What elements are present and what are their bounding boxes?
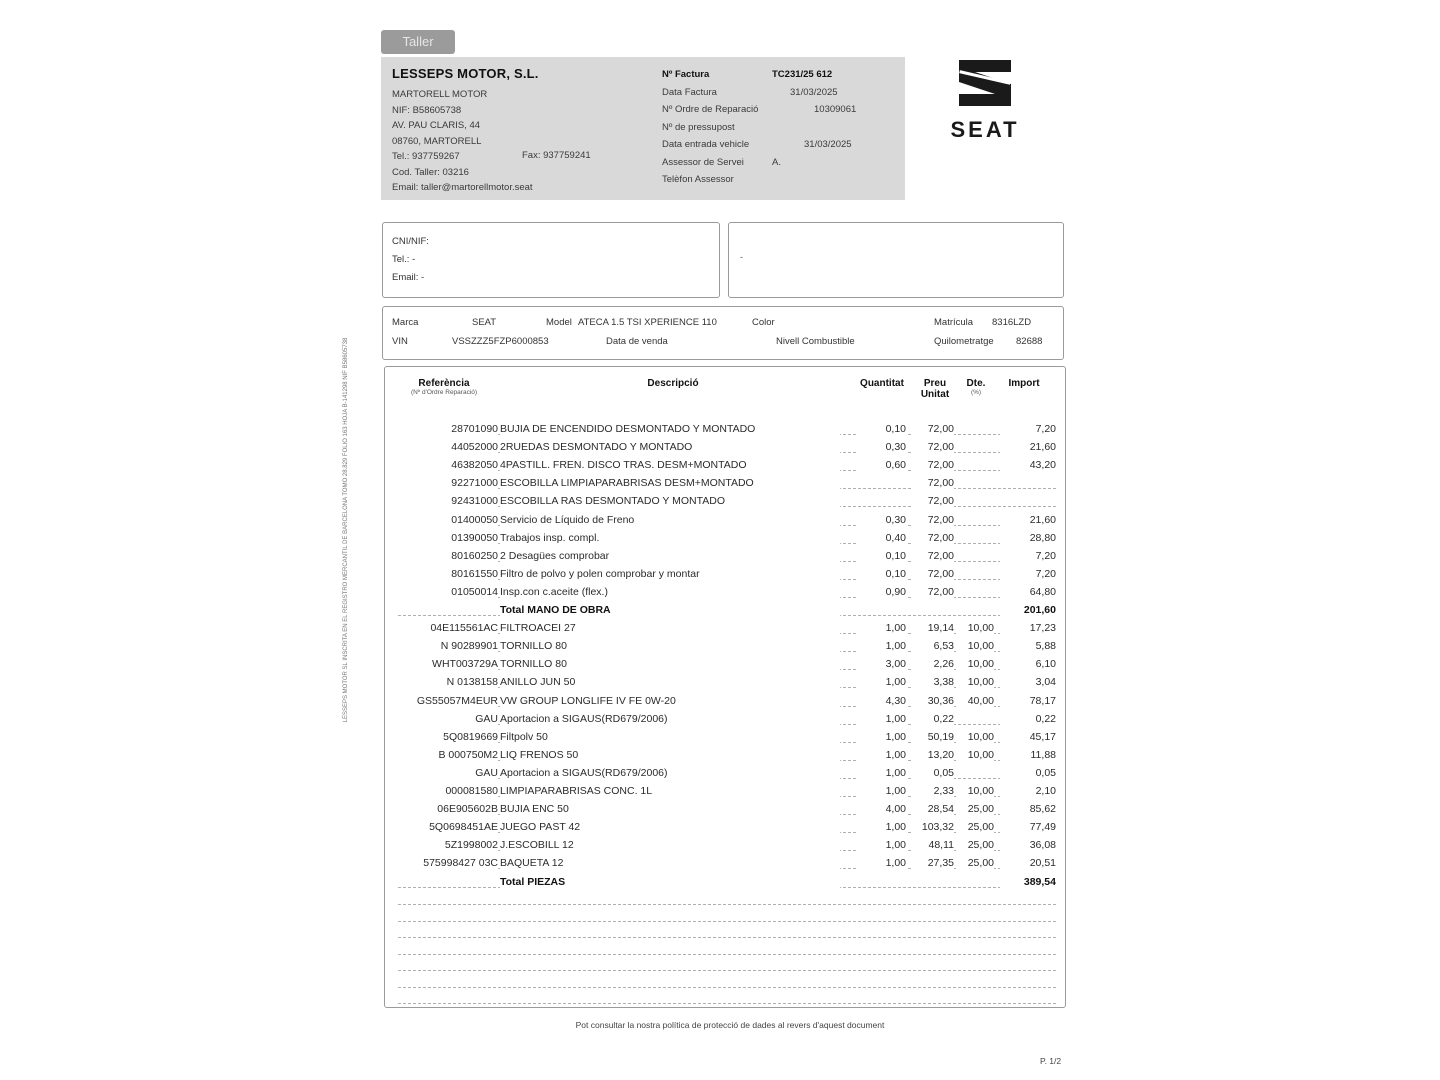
- table-row: [0, 511, 1440, 529]
- cell-reference: B 000750M2: [392, 746, 498, 764]
- cell-description: FILTROACEI 27: [500, 619, 840, 637]
- cell-amount: 77,49: [1000, 818, 1056, 836]
- client-address-box: [728, 222, 1064, 298]
- cell-amount: 43,20: [1000, 456, 1056, 474]
- total-amount: 389,54: [1000, 873, 1056, 891]
- cell-unit-price: 72,00: [912, 529, 954, 547]
- cell-unit-price: 72,00: [912, 438, 954, 456]
- cell-unit-price: 19,14: [912, 619, 954, 637]
- table-row: [0, 836, 1440, 854]
- cell-description: Trabajos insp. compl.: [500, 529, 840, 547]
- service-advisor: A.: [772, 156, 781, 168]
- cell-discount: 10,00: [958, 637, 994, 655]
- table-row: [0, 456, 1440, 474]
- empty-dotted-line: [398, 1003, 1056, 1004]
- cell-reference: 44052000: [392, 438, 498, 456]
- cell-description: TORNILLO 80: [500, 655, 840, 673]
- client-address-mark: -: [740, 252, 743, 262]
- cell-reference: 92271000: [392, 474, 498, 492]
- table-row: [0, 818, 1440, 836]
- vehicle-brand: SEAT: [472, 317, 497, 328]
- invoice-label: Data entrada vehicle: [662, 139, 750, 150]
- company-fax: Fax: 937759241: [522, 150, 591, 161]
- cell-quantity: 0,30: [858, 511, 906, 529]
- cell-quantity: 1,00: [858, 818, 906, 836]
- table-row: [0, 474, 1440, 492]
- cell-unit-price: 2,26: [912, 655, 954, 673]
- col-discount-label: Dte.: [966, 378, 986, 389]
- cell-description: ANILLO JUN 50: [500, 673, 840, 691]
- invoice-number: TC231/25 612: [772, 69, 833, 80]
- cell-discount: 40,00: [958, 692, 994, 710]
- cell-unit-price: 72,00: [912, 456, 954, 474]
- seat-logo: [930, 56, 1040, 143]
- cell-description: JUEGO PAST 42: [500, 818, 840, 836]
- table-row: [0, 547, 1440, 565]
- brand-name: SEAT: [950, 117, 1020, 142]
- table-row: [0, 438, 1440, 456]
- company-line: Email: taller@martorellmotor.seat: [392, 182, 533, 193]
- cell-description: 4PASTILL. FREN. DISCO TRAS. DESM+MONTADO: [500, 456, 840, 474]
- cell-amount: 11,88: [1000, 746, 1056, 764]
- cell-description: ESCOBILLA RAS DESMONTADO Y MONTADO: [500, 492, 840, 510]
- total-row: [0, 873, 1440, 891]
- cell-description: Servicio de Líquido de Freno: [500, 511, 840, 529]
- col-unit-price: Preu Unitat: [920, 378, 950, 400]
- cell-amount: 45,17: [1000, 728, 1056, 746]
- table-row: [0, 782, 1440, 800]
- cell-description: Filtpolv 50: [500, 728, 840, 746]
- cell-description: BAQUETA 12: [500, 854, 840, 872]
- company-line: MARTORELL MOTOR: [392, 89, 488, 100]
- table-row: [0, 854, 1440, 872]
- cell-amount: 17,23: [1000, 619, 1056, 637]
- cell-quantity: 1,00: [858, 710, 906, 728]
- cell-reference: GS55057M4EUR: [392, 692, 498, 710]
- cell-discount: 25,00: [958, 818, 994, 836]
- cell-discount: 10,00: [958, 782, 994, 800]
- cell-discount: 25,00: [958, 854, 994, 872]
- company-details: [392, 87, 533, 196]
- cell-discount: 10,00: [958, 746, 994, 764]
- registry-side-note: LESSEPS MOTOR SL INSCRITA EN EL REGISTRO MERCANTIL DE BARCELONA TOMO 28.829 FOLIO 163 HOJA B-141298 NIF B58605738: [343, 337, 349, 723]
- cell-amount: 21,60: [1000, 511, 1056, 529]
- cell-unit-price: 72,00: [912, 583, 954, 601]
- cell-quantity: 3,00: [858, 655, 906, 673]
- invoice-values: [772, 66, 856, 189]
- table-row: [0, 800, 1440, 818]
- cell-quantity: 0,10: [858, 565, 906, 583]
- cell-description: ESCOBILLA LIMPIAPARABRISAS DESM+MONTADO: [500, 474, 840, 492]
- cell-quantity: 0,10: [858, 420, 906, 438]
- vehicle-vin-label: VIN: [392, 336, 408, 347]
- cell-unit-price: 6,53: [912, 637, 954, 655]
- advisor-phone: [772, 171, 856, 189]
- cell-description: LIMPIAPARABRISAS CONC. 1L: [500, 782, 840, 800]
- total-row: [0, 601, 1440, 619]
- cell-quantity: 1,00: [858, 673, 906, 691]
- repair-order-number: 10309061: [814, 104, 857, 115]
- client-phone: Tel.: -: [392, 254, 416, 265]
- table-row: [0, 692, 1440, 710]
- vehicle-brand-label: Marca: [392, 317, 419, 328]
- cell-description: LIQ FRENOS 50: [500, 746, 840, 764]
- fuel-level-label: Nivell Combustible: [776, 336, 855, 347]
- cell-reference: 80161550: [392, 565, 498, 583]
- company-line: 08760, MARTORELL: [392, 135, 482, 147]
- cell-reference: 92431000: [392, 492, 498, 510]
- company-line: Tel.: 937759267: [392, 151, 460, 162]
- cell-amount: 7,20: [1000, 565, 1056, 583]
- vehicle-model-label: Model: [546, 317, 572, 328]
- cell-reference: 46382050: [392, 456, 498, 474]
- cell-description: Insp.con c.aceite (flex.): [500, 583, 840, 601]
- cell-unit-price: 0,22: [912, 710, 954, 728]
- table-row: [0, 420, 1440, 438]
- vehicle-color-label: Color: [752, 317, 775, 328]
- vehicle-entry-date: 31/03/2025: [804, 139, 852, 150]
- table-row: [0, 529, 1440, 547]
- client-details: [392, 233, 429, 287]
- cell-description: BUJIA ENC 50: [500, 800, 840, 818]
- cell-unit-price: 72,00: [912, 511, 954, 529]
- total-amount: 201,60: [1000, 601, 1056, 619]
- table-row: [0, 728, 1440, 746]
- cell-reference: 28701090: [392, 420, 498, 438]
- table-row: [0, 673, 1440, 691]
- invoice-label: Telèfon Assessor: [662, 174, 734, 185]
- cell-unit-price: 72,00: [912, 547, 954, 565]
- cell-description: 2 Desagües comprobar: [500, 547, 840, 565]
- cell-unit-price: 72,00: [912, 565, 954, 583]
- vehicle-plate-label: Matrícula: [934, 317, 974, 328]
- cell-quantity: 1,00: [858, 637, 906, 655]
- cell-unit-price: 0,05: [912, 764, 954, 782]
- table-row: [0, 583, 1440, 601]
- cell-description: Aportacion a SIGAUS(RD679/2006): [500, 764, 840, 782]
- cell-reference: N 0138158: [392, 673, 498, 691]
- cell-reference: 000081580: [392, 782, 498, 800]
- vehicle-model: ATECA 1.5 TSI XPERIENCE 110: [578, 317, 717, 328]
- table-row: [0, 710, 1440, 728]
- vehicle-box: [382, 306, 1064, 360]
- cell-reference: 04E115561AC: [392, 619, 498, 637]
- cell-unit-price: 27,35: [912, 854, 954, 872]
- client-box: [382, 222, 720, 298]
- cell-unit-price: 48,11: [912, 836, 954, 854]
- table-row: [0, 637, 1440, 655]
- sale-date-label: Data de venda: [606, 336, 668, 347]
- cell-reference: 80160250: [392, 547, 498, 565]
- table-row: [0, 619, 1440, 637]
- cell-description: Filtro de polvo y polen comprobar y montar: [500, 565, 840, 583]
- client-nif: CNI/NIF:: [392, 236, 429, 247]
- cell-description: Aportacion a SIGAUS(RD679/2006): [500, 710, 840, 728]
- invoice-label: Nº Ordre de Reparació: [662, 104, 759, 115]
- mileage: 82688: [1016, 336, 1043, 347]
- empty-dotted-line: [398, 937, 1056, 938]
- empty-dotted-line: [398, 954, 1056, 955]
- cell-amount: 5,88: [1000, 637, 1056, 655]
- cell-discount: 10,00: [958, 655, 994, 673]
- cell-quantity: 1,00: [858, 854, 906, 872]
- cell-discount: 25,00: [958, 800, 994, 818]
- cell-discount: 25,00: [958, 836, 994, 854]
- cell-quantity: 0,40: [858, 529, 906, 547]
- cell-reference: N 90289901: [392, 637, 498, 655]
- cell-description: BUJIA DE ENCENDIDO DESMONTADO Y MONTADO: [500, 420, 840, 438]
- cell-quantity: 1,00: [858, 746, 906, 764]
- cell-unit-price: 13,20: [912, 746, 954, 764]
- cell-reference: 5Q0698451AE: [392, 818, 498, 836]
- col-reference-label: Referència: [418, 378, 470, 389]
- cell-amount: 36,08: [1000, 836, 1056, 854]
- invoice-labels: [662, 66, 758, 189]
- col-quantity: Quantitat: [860, 378, 904, 389]
- cell-unit-price: 72,00: [912, 420, 954, 438]
- cell-reference: GAU: [392, 764, 498, 782]
- cell-quantity: 1,00: [858, 619, 906, 637]
- cell-discount: 10,00: [958, 728, 994, 746]
- cell-amount: 21,60: [1000, 438, 1056, 456]
- cell-amount: 2,10: [1000, 782, 1056, 800]
- col-description: Descripció: [647, 378, 699, 389]
- cell-reference: GAU: [392, 710, 498, 728]
- table-row: [0, 764, 1440, 782]
- cell-discount: 10,00: [958, 673, 994, 691]
- table-row: [0, 746, 1440, 764]
- vehicle-vin: VSSZZZ5FZP6000853: [452, 336, 549, 347]
- invoice-label: Data Factura: [662, 86, 717, 98]
- total-label: Total PIEZAS: [500, 873, 840, 891]
- cell-quantity: 0,90: [858, 583, 906, 601]
- cell-unit-price: 50,19: [912, 728, 954, 746]
- empty-dotted-line: [398, 904, 1056, 905]
- table-row: [0, 655, 1440, 673]
- cell-quantity: 1,00: [858, 764, 906, 782]
- cell-unit-price: 28,54: [912, 800, 954, 818]
- cell-amount: 28,80: [1000, 529, 1056, 547]
- cell-amount: 85,62: [1000, 800, 1056, 818]
- cell-description: J.ESCOBILL 12: [500, 836, 840, 854]
- empty-dotted-line: [398, 987, 1056, 988]
- cell-discount: 10,00: [958, 619, 994, 637]
- cell-unit-price: 2,33: [912, 782, 954, 800]
- mileage-label: Quilometratge: [934, 336, 994, 347]
- cell-unit-price: 3,38: [912, 673, 954, 691]
- cell-unit-price: 103,32: [912, 818, 954, 836]
- cell-unit-price: 72,00: [912, 474, 954, 492]
- cell-amount: 3,04: [1000, 673, 1056, 691]
- invoice-label: Nº Factura: [662, 69, 710, 80]
- company-line: Cod. Taller: 03216: [392, 166, 469, 178]
- table-row: [0, 492, 1440, 510]
- col-amount: Import: [1008, 378, 1040, 389]
- cell-reference: 5Q0819669: [392, 728, 498, 746]
- page-number: P. 1/2: [1040, 1056, 1062, 1066]
- client-email: Email: -: [392, 272, 425, 283]
- cell-reference: WHT003729A: [392, 655, 498, 673]
- cell-description: VW GROUP LONGLIFE IV FE 0W-20: [500, 692, 840, 710]
- cell-quantity: 4,30: [858, 692, 906, 710]
- col-discount: [960, 378, 992, 396]
- cell-amount: 7,20: [1000, 420, 1056, 438]
- cell-description: 2RUEDAS DESMONTADO Y MONTADO: [500, 438, 840, 456]
- cell-amount: 78,17: [1000, 692, 1056, 710]
- quote-number: [772, 119, 856, 137]
- cell-reference: 06E905602B: [392, 800, 498, 818]
- cell-unit-price: 72,00: [912, 492, 954, 510]
- empty-dotted-line: [398, 970, 1056, 971]
- privacy-footer: Pot consultar la nostra política de protecció de dades al revers d'aquest document: [575, 1020, 885, 1030]
- cell-reference: 01050014: [392, 583, 498, 601]
- vehicle-plate: 8316LZD: [992, 317, 1032, 328]
- invoice-date: 31/03/2025: [790, 86, 838, 98]
- company-name: LESSEPS MOTOR, S.L.: [392, 66, 539, 81]
- cell-amount: 0,05: [1000, 764, 1056, 782]
- company-line: NIF: B58605738: [392, 104, 462, 116]
- cell-amount: 20,51: [1000, 854, 1056, 872]
- cell-amount: 64,80: [1000, 583, 1056, 601]
- cell-quantity: 4,00: [858, 800, 906, 818]
- cell-quantity: 0,60: [858, 456, 906, 474]
- invoice-label: Nº de pressupost: [662, 121, 735, 133]
- cell-reference: 5Z1998002: [392, 836, 498, 854]
- cell-reference: 01390050: [392, 529, 498, 547]
- cell-amount: 6,10: [1000, 655, 1056, 673]
- company-line: AV. PAU CLARIS, 44: [392, 120, 481, 131]
- cell-unit-price: 30,36: [912, 692, 954, 710]
- cell-reference: 01400050: [392, 511, 498, 529]
- total-label: Total MANO DE OBRA: [500, 601, 840, 619]
- cell-amount: 7,20: [1000, 547, 1056, 565]
- cell-quantity: 1,00: [858, 782, 906, 800]
- cell-reference: 575998427 03C: [392, 854, 498, 872]
- col-reference: [400, 378, 488, 396]
- table-row: [0, 565, 1440, 583]
- cell-quantity: 1,00: [858, 836, 906, 854]
- document-tag: Taller: [381, 30, 455, 54]
- col-discount-sub: (%): [970, 389, 982, 396]
- cell-quantity: 1,00: [858, 728, 906, 746]
- seat-logo-icon: [955, 56, 1015, 110]
- empty-dotted-line: [398, 921, 1056, 922]
- cell-quantity: 0,30: [858, 438, 906, 456]
- cell-quantity: 0,10: [858, 547, 906, 565]
- cell-amount: 0,22: [1000, 710, 1056, 728]
- col-reference-sub: (Nº d'Ordre Reparació): [410, 389, 478, 396]
- invoice-label: Assessor de Servei: [662, 156, 744, 168]
- cell-description: TORNILLO 80: [500, 637, 840, 655]
